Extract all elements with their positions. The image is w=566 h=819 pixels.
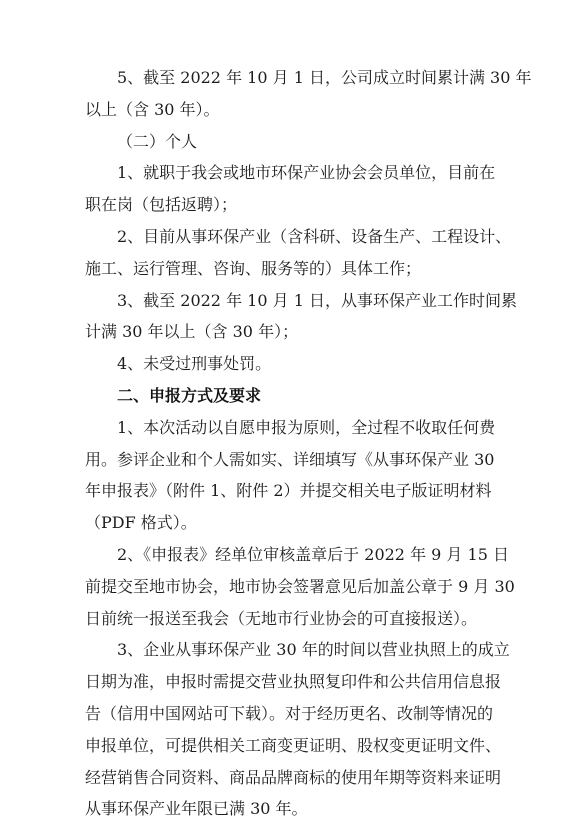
text-line-13: 用。参评企业和个人需如实、详细填写《从事环保产业 30	[85, 449, 495, 469]
text-line-1: 5、截至 2022 年 10 月 1 日，公司成立时间累计满 30 年	[117, 68, 532, 87]
text-line-10: 4、未受过刑事处罚。	[117, 354, 272, 374]
section-heading-method: 二、申报方式及要求	[117, 386, 262, 405]
text-line-12: 1、本次活动以自愿申报为原则，全过程不收取任何费	[117, 417, 496, 437]
text-line-17: 前提交至地市协会，地市协会签署意见后加盖公章于 9 月 30	[85, 576, 515, 596]
text-line-18: 日前统一报送至我会（无地市行业协会的可直接报送）。	[85, 608, 478, 628]
text-line-9: 计满 30 年以上（含 30 年）；	[85, 322, 299, 342]
text-line-14: 年申报表》（附件 1、附件 2）并提交相关电子版证明材料	[85, 481, 492, 501]
text-line-7: 施工、运行管理、咨询、服务等的）具体工作；	[85, 258, 422, 278]
text-line-15: （PDF 格式）。	[85, 513, 197, 533]
text-line-19: 3、企业从事环保产业 30 年的时间以营业执照上的成立	[117, 640, 510, 660]
text-line-20: 日期为准，申报时需提交营业执照复印件和公共信用信息报	[85, 672, 502, 692]
text-line-6: 2、目前从事环保产业（含科研、设备生产、工程设计、	[117, 227, 512, 246]
text-line-4: 1、就职于我会或地市环保产业协会会员单位，目前在	[117, 163, 496, 183]
text-line-23: 经营销售合同资料、商品品牌商标的使用年期等资料来证明	[85, 767, 502, 787]
text-line-2: 以上（含 30 年）。	[85, 99, 220, 119]
section-heading-individual: （二）个人	[117, 131, 198, 151]
text-line-21: 告（信用中国网站可下载）。对于经历更名、改制等情况的	[85, 704, 494, 723]
text-line-24: 从事环保产业年限已满 30 年。	[85, 799, 308, 819]
text-line-22: 申报单位，可提供相关工商变更证明、股权变更证明文件、	[85, 735, 502, 755]
text-line-5: 职在岗（包括返聘）；	[85, 195, 238, 215]
text-line-16: 2、《申报表》经单位审核盖章后于 2022 年 9 月 15 日	[117, 545, 509, 564]
text-line-8: 3、截至 2022 年 10 月 1 日，从事环保产业工作时间累	[117, 290, 517, 310]
